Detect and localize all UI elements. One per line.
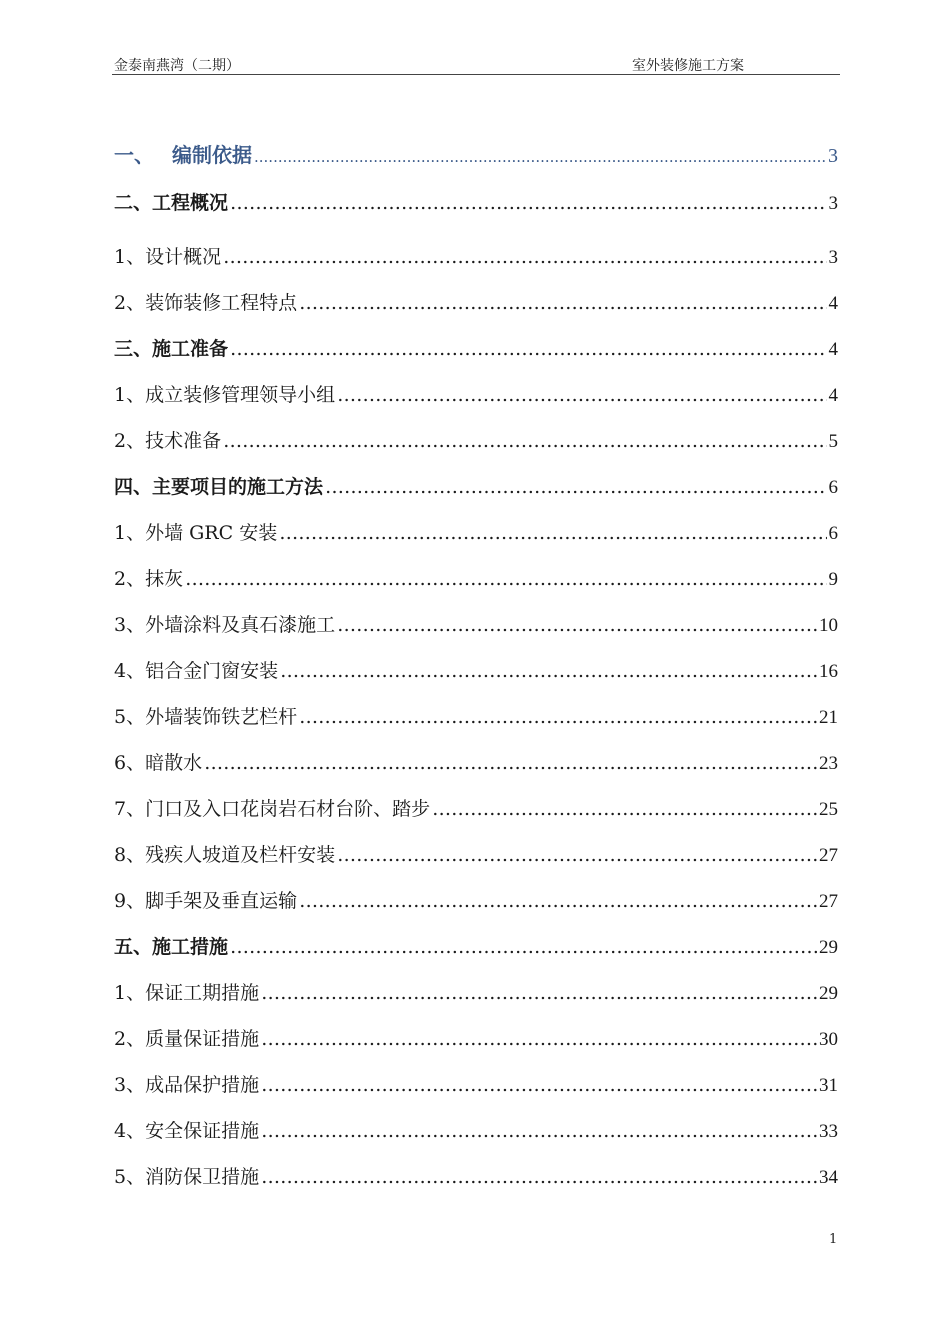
toc-page-number: 29 bbox=[819, 937, 838, 958]
toc-entry-title: 5、外墙装饰铁艺栏杆 bbox=[114, 706, 298, 728]
toc-entry-title: 三、施工准备 bbox=[114, 338, 229, 360]
toc-entry-4[interactable] bbox=[114, 290, 838, 317]
header-divider bbox=[112, 74, 840, 75]
toc-entry-title: 2、技术准备 bbox=[114, 430, 222, 452]
toc-leader-dots bbox=[254, 144, 826, 170]
toc-leader-dots bbox=[432, 796, 817, 822]
toc-page-number: 33 bbox=[819, 1121, 838, 1142]
toc-entry-title: 2、装饰装修工程特点 bbox=[114, 292, 298, 314]
toc-entry-22[interactable] bbox=[114, 1118, 838, 1145]
toc-page-number: 3 bbox=[828, 247, 838, 268]
toc-entry-17[interactable] bbox=[114, 888, 838, 915]
header-project-name: 金泰南燕湾（二期） bbox=[114, 58, 240, 74]
toc-page-number: 3 bbox=[828, 193, 838, 214]
toc-entry-11[interactable] bbox=[114, 612, 838, 639]
toc-entry-13[interactable] bbox=[114, 704, 838, 731]
page-number-footer: 1 bbox=[829, 1232, 838, 1247]
toc-entry-title: 2、抹灰 bbox=[114, 568, 184, 590]
toc-leader-dots bbox=[299, 704, 817, 730]
toc-entry-1[interactable] bbox=[114, 142, 838, 170]
toc-entry-title: 1、设计概况 bbox=[114, 246, 222, 268]
toc-leader-dots bbox=[337, 842, 817, 868]
toc-page-number: 27 bbox=[819, 891, 838, 912]
toc-entry-title: 1、保证工期措施 bbox=[114, 982, 260, 1004]
toc-entry-16[interactable] bbox=[114, 842, 838, 869]
toc-entry-3[interactable] bbox=[114, 244, 838, 271]
toc-entry-23[interactable] bbox=[114, 1164, 838, 1191]
toc-entry-title: 5、消防保卫措施 bbox=[114, 1166, 260, 1188]
toc-entry-9[interactable] bbox=[114, 520, 838, 547]
toc-entry-12[interactable] bbox=[114, 658, 838, 685]
toc-entry-title: 五、施工措施 bbox=[114, 936, 229, 958]
toc-leader-dots bbox=[261, 1026, 817, 1052]
toc-entry-title: 四、主要项目的施工方法 bbox=[114, 476, 324, 498]
toc-page-number: 21 bbox=[819, 707, 838, 728]
toc-entry-title: 4、铝合金门窗安装 bbox=[114, 660, 279, 682]
toc-entry-7[interactable] bbox=[114, 428, 838, 455]
toc-leader-dots bbox=[325, 474, 826, 500]
toc-leader-dots bbox=[185, 566, 826, 592]
toc-page-number: 23 bbox=[819, 753, 838, 774]
toc-entry-title: 编制依据 bbox=[172, 143, 252, 167]
toc-entry-title: 二、工程概况 bbox=[114, 192, 229, 214]
toc-page-number: 5 bbox=[828, 431, 838, 452]
toc-leader-dots bbox=[279, 520, 826, 546]
toc-leader-dots bbox=[230, 190, 826, 216]
toc-entry-title: 2、质量保证措施 bbox=[114, 1028, 260, 1050]
toc-entry-title: 7、门口及入口花岗岩石材台阶、踏步 bbox=[114, 798, 431, 820]
toc-entry-8[interactable] bbox=[114, 474, 838, 501]
toc-page-number: 10 bbox=[819, 615, 838, 636]
toc-entry-title: 1、成立装修管理领导小组 bbox=[114, 384, 336, 406]
toc-leader-dots bbox=[261, 1118, 817, 1144]
toc-leader-dots bbox=[337, 612, 817, 638]
toc-page-number: 16 bbox=[819, 661, 838, 682]
toc-page-number: 31 bbox=[819, 1075, 838, 1096]
toc-entry-18[interactable] bbox=[114, 934, 838, 961]
toc-leader-dots bbox=[261, 980, 817, 1006]
toc-entry-title: 9、脚手架及垂直运输 bbox=[114, 890, 298, 912]
toc-page-number: 30 bbox=[819, 1029, 838, 1050]
toc-entry-5[interactable] bbox=[114, 336, 838, 363]
header-document-title: 室外装修施工方案 bbox=[632, 58, 744, 74]
toc-entry-title: 1、外墙 GRC 安装 bbox=[114, 522, 278, 544]
toc-page-number: 27 bbox=[819, 845, 838, 866]
toc-entry-15[interactable] bbox=[114, 796, 838, 823]
toc-page-number: 25 bbox=[819, 799, 838, 820]
toc-page-number: 4 bbox=[828, 385, 838, 406]
toc-leader-dots bbox=[280, 658, 817, 684]
toc-page-number: 6 bbox=[828, 477, 838, 498]
toc-entry-title: 8、残疾人坡道及栏杆安装 bbox=[114, 844, 336, 866]
toc-entry-2[interactable] bbox=[114, 190, 838, 217]
toc-page-number: 6 bbox=[828, 523, 838, 544]
toc-entry-10[interactable] bbox=[114, 566, 838, 593]
toc-leader-dots bbox=[337, 382, 826, 408]
toc-leader-dots bbox=[223, 428, 826, 454]
toc-entry-number: 一、 bbox=[114, 143, 154, 167]
toc-page-number: 3 bbox=[828, 145, 838, 167]
toc-entry-21[interactable] bbox=[114, 1072, 838, 1099]
toc-entry-title: 3、成品保护措施 bbox=[114, 1074, 260, 1096]
toc-entry-title: 6、暗散水 bbox=[114, 752, 203, 774]
table-of-contents bbox=[114, 142, 838, 1191]
toc-leader-dots bbox=[223, 244, 826, 270]
toc-entry-19[interactable] bbox=[114, 980, 838, 1007]
toc-page-number: 9 bbox=[828, 569, 838, 590]
toc-leader-dots bbox=[261, 1164, 817, 1190]
toc-leader-dots bbox=[230, 336, 826, 362]
toc-leader-dots bbox=[299, 888, 817, 914]
toc-leader-dots bbox=[299, 290, 826, 316]
toc-leader-dots bbox=[204, 750, 817, 776]
toc-page-number: 29 bbox=[819, 983, 838, 1004]
toc-entry-14[interactable] bbox=[114, 750, 838, 777]
toc-leader-dots bbox=[261, 1072, 817, 1098]
toc-entry-20[interactable] bbox=[114, 1026, 838, 1053]
toc-entry-title: 3、外墙涂料及真石漆施工 bbox=[114, 614, 336, 636]
toc-page-number: 4 bbox=[828, 293, 838, 314]
toc-page-number: 34 bbox=[819, 1167, 838, 1188]
page-header bbox=[112, 53, 840, 75]
toc-leader-dots bbox=[230, 934, 817, 960]
toc-page-number: 4 bbox=[828, 339, 838, 360]
toc-entry-title: 4、安全保证措施 bbox=[114, 1120, 260, 1142]
toc-entry-6[interactable] bbox=[114, 382, 838, 409]
